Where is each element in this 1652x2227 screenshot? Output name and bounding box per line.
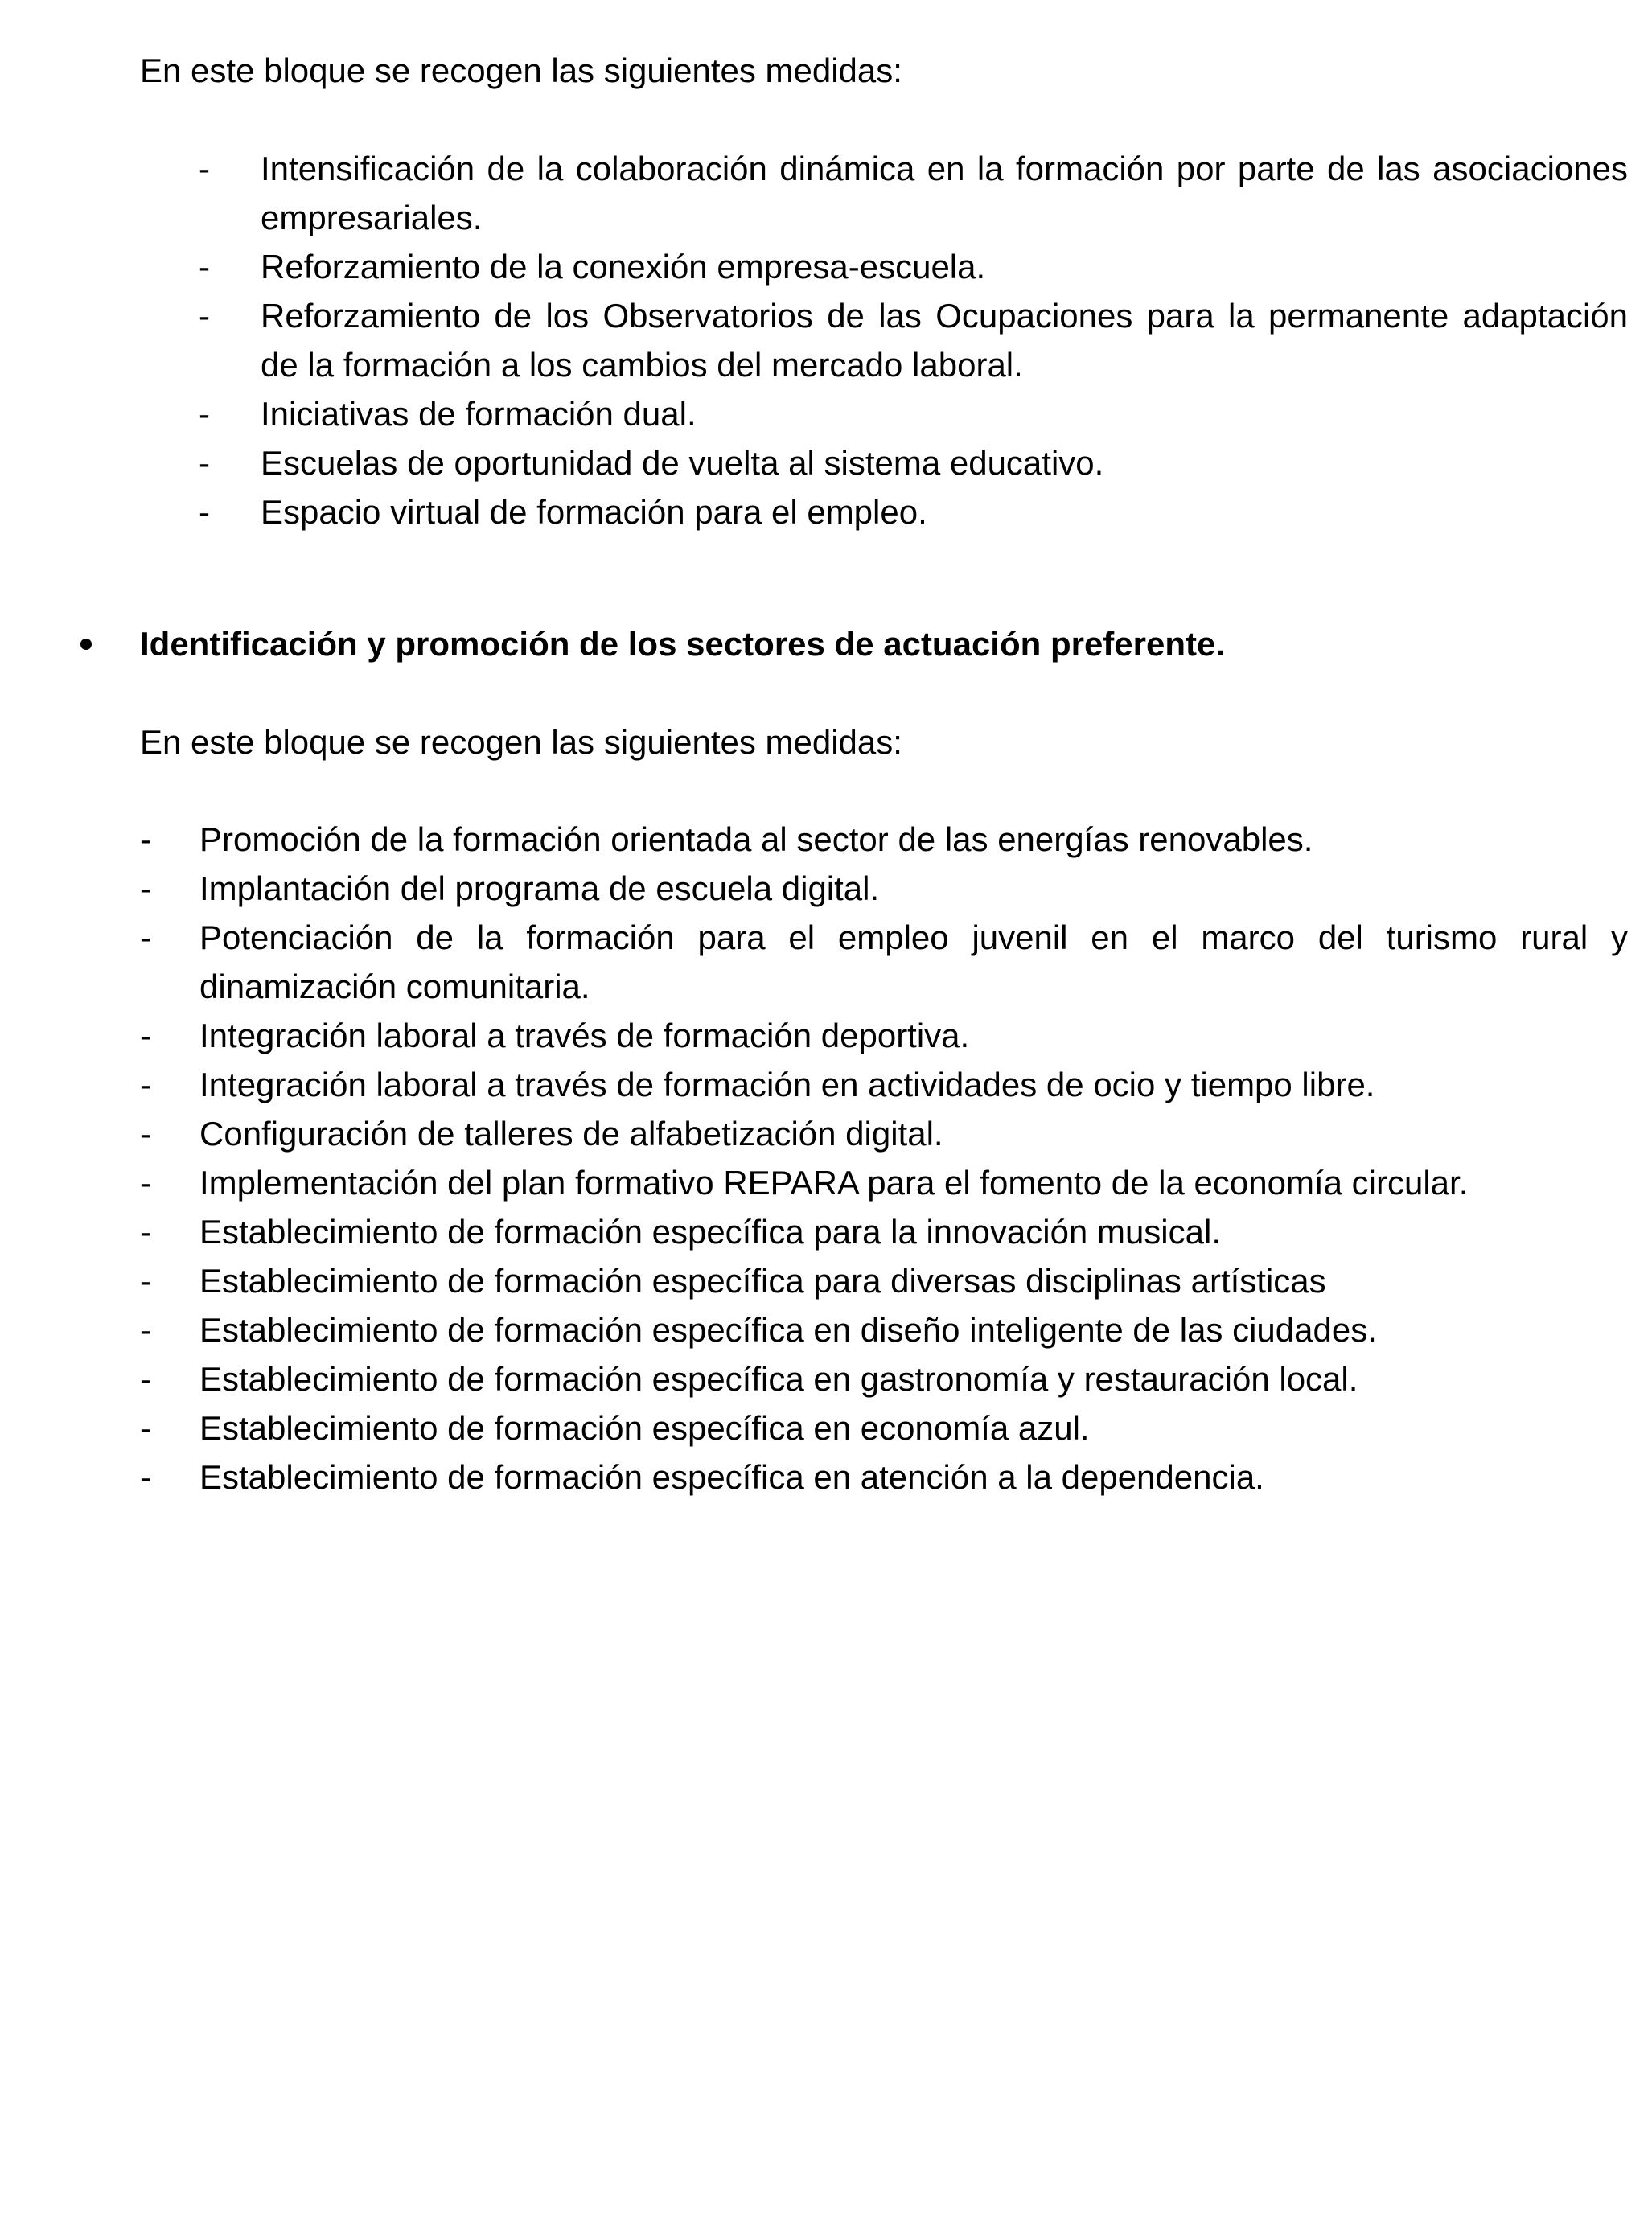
bullet-icon: [80, 639, 92, 650]
dash-marker: -: [199, 395, 210, 433]
list-item: [140, 1060, 1628, 1109]
dash-marker: -: [140, 1262, 151, 1300]
dash-marker: -: [140, 1066, 151, 1103]
intro-paragraph-2: En este bloque se recogen las siguientes medidas:: [140, 723, 902, 761]
list-item-text: Iniciativas de formación dual.: [261, 395, 697, 433]
list-item: [140, 1403, 1628, 1452]
list-item: [140, 1011, 1628, 1060]
list-item-text: Implementación del plan formativo REPARA para el fomento de la economía circular.: [199, 1164, 1469, 1202]
list-item-text: Escuelas de oportunidad de vuelta al sistema educativo.: [261, 444, 1104, 482]
dash-marker: -: [140, 820, 151, 858]
dash-marker: -: [140, 869, 151, 907]
dash-marker: -: [140, 918, 151, 956]
list-item: [201, 144, 1628, 242]
list-item-text: Espacio virtual de formación para el empleo.: [261, 493, 927, 531]
list-item: [140, 1256, 1628, 1305]
list-item-text: Establecimiento de formación específica en diseño inteligente de las ciudades.: [199, 1311, 1377, 1349]
list-item: [140, 864, 1628, 913]
list-item-text: Implantación del programa de escuela digital.: [199, 869, 880, 907]
dash-marker: -: [199, 297, 210, 335]
list-item: [201, 291, 1628, 389]
dash-marker: -: [140, 1115, 151, 1153]
list-item-text: Intensificación de la colaboración dinámica en la formación por parte de las asociaciones empresariales.: [261, 150, 1628, 236]
section-heading-text: Identificación y promoción de los sectores de actuación preferente.: [140, 625, 1226, 663]
list-item-text: Promoción de la formación orientada al sector de las energías renovables.: [199, 820, 1313, 858]
list-item-text: Establecimiento de formación específica para la innovación musical.: [199, 1213, 1221, 1251]
dash-marker: -: [199, 493, 210, 531]
list-item: [140, 1158, 1628, 1207]
list-item-text: Potenciación de la formación para el empleo juvenil en el marco del turismo rural y dinamización comunitaria.: [199, 918, 1628, 1005]
list-item-text: Reforzamiento de los Observatorios de las Ocupaciones para la permanente adaptación de la formación a los cambios del mercado laboral.: [261, 297, 1628, 384]
dash-marker: -: [140, 1213, 151, 1251]
list-item: [140, 1305, 1628, 1354]
list-item-text: Establecimiento de formación específica para diversas disciplinas artísticas: [199, 1262, 1326, 1300]
dash-marker: -: [140, 1311, 151, 1349]
list-item: [201, 389, 1628, 438]
list-item: [140, 913, 1628, 1011]
list-item: [140, 1452, 1628, 1502]
dash-marker: -: [140, 1360, 151, 1398]
dash-marker: -: [199, 150, 210, 187]
measures-list-2: [140, 815, 1628, 1502]
dash-marker: -: [199, 248, 210, 286]
measures-list-1: [201, 144, 1628, 536]
list-item-text: Establecimiento de formación específica en gastronomía y restauración local.: [199, 1360, 1358, 1398]
list-item-text: Configuración de talleres de alfabetización digital.: [199, 1115, 943, 1153]
dash-marker: -: [140, 1458, 151, 1496]
list-item-text: Establecimiento de formación específica en atención a la dependencia.: [199, 1458, 1264, 1496]
list-item: [140, 1109, 1628, 1158]
list-item: [201, 487, 1628, 536]
dash-marker: -: [140, 1017, 151, 1054]
list-item-text: Reforzamiento de la conexión empresa-escuela.: [261, 248, 986, 286]
list-item: [140, 1207, 1628, 1256]
list-item: [140, 1354, 1628, 1403]
dash-marker: -: [140, 1164, 151, 1202]
list-item: [140, 815, 1628, 864]
list-item: [201, 242, 1628, 291]
list-item-text: Integración laboral a través de formación deportiva.: [199, 1017, 970, 1054]
dash-marker: -: [199, 444, 210, 482]
list-item-text: Integración laboral a través de formación en actividades de ocio y tiempo libre.: [199, 1066, 1375, 1103]
dash-marker: -: [140, 1409, 151, 1447]
list-item: [201, 438, 1628, 487]
list-item-text: Establecimiento de formación específica en economía azul.: [199, 1409, 1090, 1447]
intro-paragraph-1: En este bloque se recogen las siguientes medidas:: [140, 51, 902, 89]
